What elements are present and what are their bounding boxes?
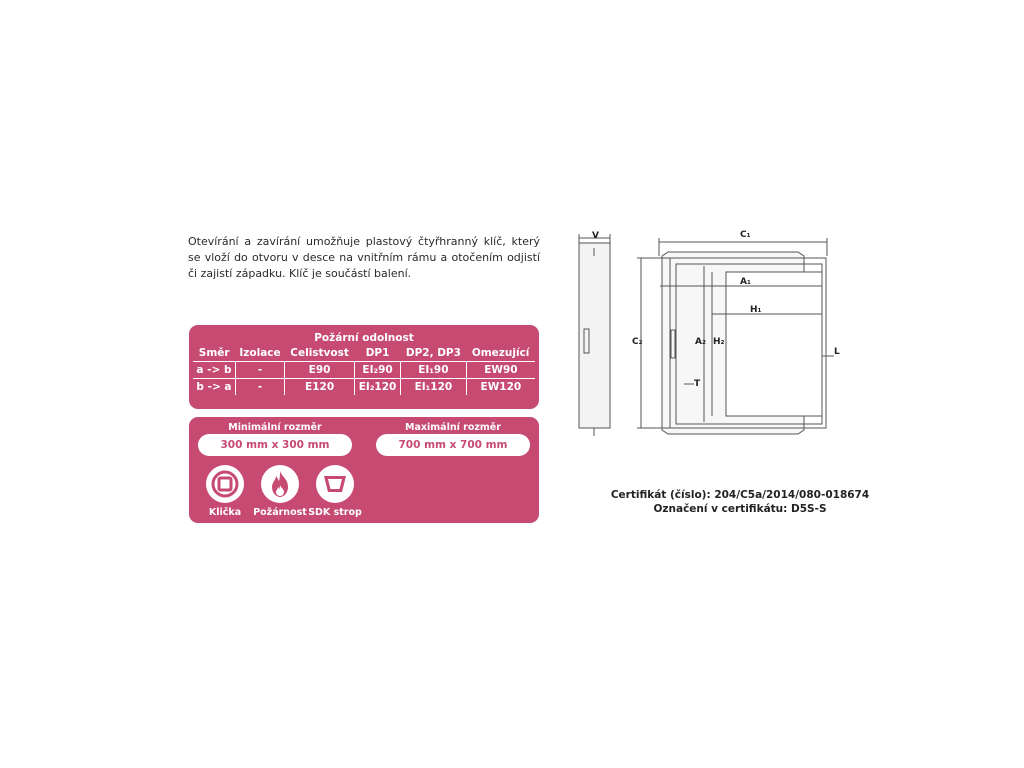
key-icon bbox=[206, 465, 244, 503]
fire-resistance-title: Požární odolnost bbox=[314, 332, 414, 344]
min-size-label: Minimální rozměr bbox=[228, 422, 322, 433]
key-icon-label: Klička bbox=[208, 507, 242, 518]
ceiling-icon bbox=[316, 465, 354, 503]
certificate-block bbox=[560, 488, 920, 516]
max-size-value: 700 mm x 700 mm bbox=[376, 434, 530, 456]
header-cell: Směr bbox=[193, 345, 235, 362]
fire-icon bbox=[261, 465, 299, 503]
dim-v-label: V bbox=[592, 231, 599, 241]
table-cell: EW90 bbox=[466, 362, 535, 379]
table-cell: EI₁120 bbox=[401, 379, 467, 396]
technical-drawing bbox=[562, 226, 852, 446]
size-panel bbox=[189, 417, 539, 523]
dim-a1-label: A₁ bbox=[740, 277, 751, 287]
dim-h2-label: H₂ bbox=[713, 337, 725, 347]
description-text: Otevírání a zavírání umožňuje plastový čtyřhranný klíč, který se vloží do otvoru v desce na vnitřním rámu a otočením odjistí či zajistí západku. Klíč je součástí balení. bbox=[188, 235, 540, 280]
table-cell: E120 bbox=[285, 379, 355, 396]
table-row bbox=[193, 379, 535, 396]
table-row bbox=[193, 362, 535, 379]
fire-icon-label: Požárnost bbox=[253, 507, 307, 518]
table-header-row bbox=[193, 345, 535, 362]
table-cell: EI₂90 bbox=[355, 362, 401, 379]
header-cell: Izolace bbox=[235, 345, 284, 362]
min-size-value: 300 mm x 300 mm bbox=[198, 434, 352, 456]
table-cell: EW120 bbox=[466, 379, 535, 396]
dim-h1-label: H₁ bbox=[750, 305, 762, 315]
dim-c2-label: C₂ bbox=[632, 337, 643, 347]
table-cell: EI₁90 bbox=[401, 362, 467, 379]
dim-l-label: L bbox=[834, 347, 840, 357]
table-cell: a -> b bbox=[193, 362, 235, 379]
header-cell: Omezující bbox=[466, 345, 535, 362]
fire-resistance-table bbox=[193, 345, 535, 395]
dim-a2-label: A₂ bbox=[695, 337, 706, 347]
header-cell: DP1 bbox=[355, 345, 401, 362]
dim-c1-label: C₁ bbox=[740, 230, 751, 240]
header-cell: Celistvost bbox=[285, 345, 355, 362]
max-size-label: Maximální rozměr bbox=[405, 422, 501, 433]
dim-t-label: T bbox=[694, 379, 701, 389]
table-cell: E90 bbox=[285, 362, 355, 379]
table-cell: - bbox=[235, 379, 284, 396]
certificate-number: Certifikát (číslo): 204/C5a/2014/080-018674 bbox=[610, 489, 870, 501]
table-cell: b -> a bbox=[196, 381, 232, 393]
certificate-designation: Označení v certifikátu: D5S-S bbox=[653, 503, 827, 515]
table-cell: EI₂120 bbox=[355, 379, 401, 396]
table-cell: - bbox=[235, 362, 284, 379]
fire-resistance-panel bbox=[189, 325, 539, 409]
header-cell: DP2, DP3 bbox=[401, 345, 467, 362]
ceiling-icon-label: SDK strop bbox=[308, 507, 362, 518]
